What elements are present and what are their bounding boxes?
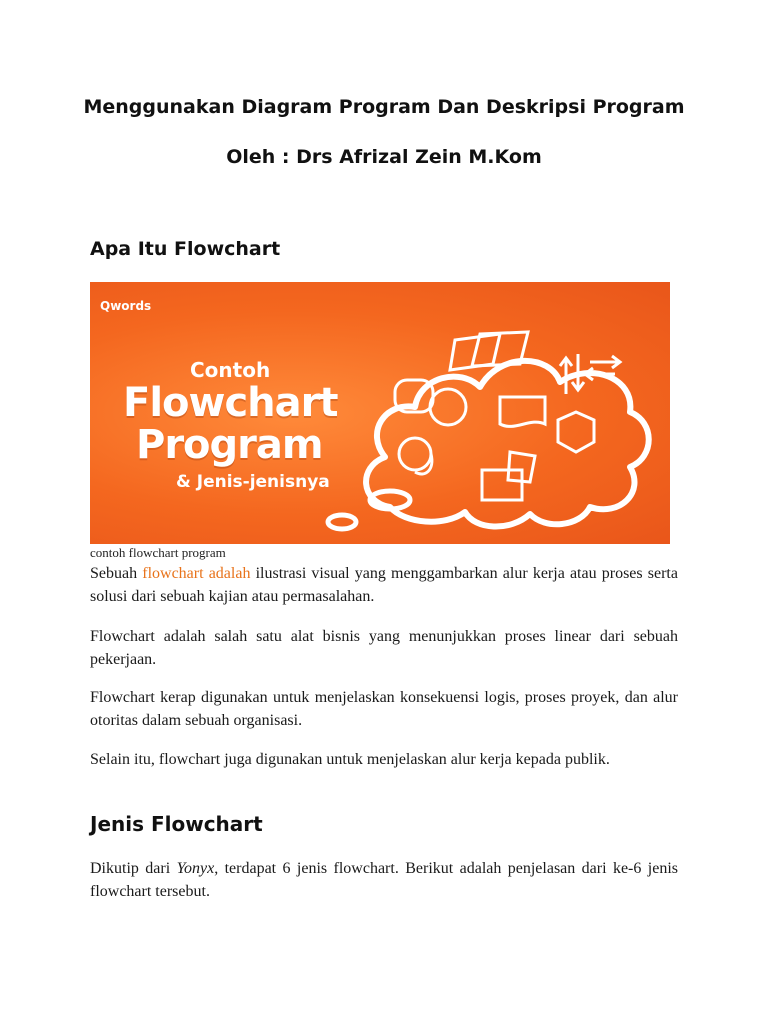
paragraph-5-text-start: Dikutip dari bbox=[90, 860, 177, 877]
paragraph-1-text-start: Sebuah bbox=[90, 565, 143, 582]
author-line: Oleh : Drs Afrizal Zein M.Kom bbox=[226, 146, 542, 168]
paragraph-1-text-end: ilustrasi visual yang menggambarkan alur kerja atau proses serta solusi dari sebuah kajian atau permasalahan. bbox=[90, 565, 678, 605]
banner-text-flowchart: Flowchart bbox=[123, 380, 338, 426]
document-title: Menggunakan Diagram Program Dan Deskripsi Program bbox=[83, 96, 685, 118]
paragraph-2: Flowchart adalah salah satu alat bisnis yang menunjukkan proses linear dari sebuah pekerjaan. bbox=[90, 628, 678, 668]
section-heading-jenis-flowchart: Jenis Flowchart bbox=[90, 812, 263, 836]
flowchart-adalah-link[interactable]: flowchart adalah bbox=[142, 565, 251, 582]
qwords-logo: Qwords bbox=[100, 299, 152, 313]
yonyx-source: Yonyx bbox=[176, 860, 215, 877]
banner-text-program: Program bbox=[136, 422, 323, 468]
image-caption: contoh flowchart program bbox=[90, 545, 226, 560]
paragraph-5-text-end: , terdapat 6 jenis flowchart. Berikut adalah penjelasan dari ke-6 jenis flowchart tersebut. bbox=[90, 860, 678, 900]
section-heading-apa-itu-flowchart: Apa Itu Flowchart bbox=[90, 238, 281, 260]
banner-text-jenis: & Jenis-jenisnya bbox=[176, 472, 330, 492]
flowchart-banner-image bbox=[90, 282, 670, 544]
paragraph-3: Flowchart kerap digunakan untuk menjelaskan konsekuensi logis, proses proyek, dan alur otoritas dalam sebuah organisasi. bbox=[90, 689, 678, 729]
paragraph-4: Selain itu, flowchart juga digunakan untuk menjelaskan alur kerja kepada publik. bbox=[90, 751, 610, 768]
paragraph-1 bbox=[90, 562, 678, 608]
banner-text-contoh: Contoh bbox=[190, 358, 271, 382]
paragraph-5 bbox=[90, 857, 678, 903]
